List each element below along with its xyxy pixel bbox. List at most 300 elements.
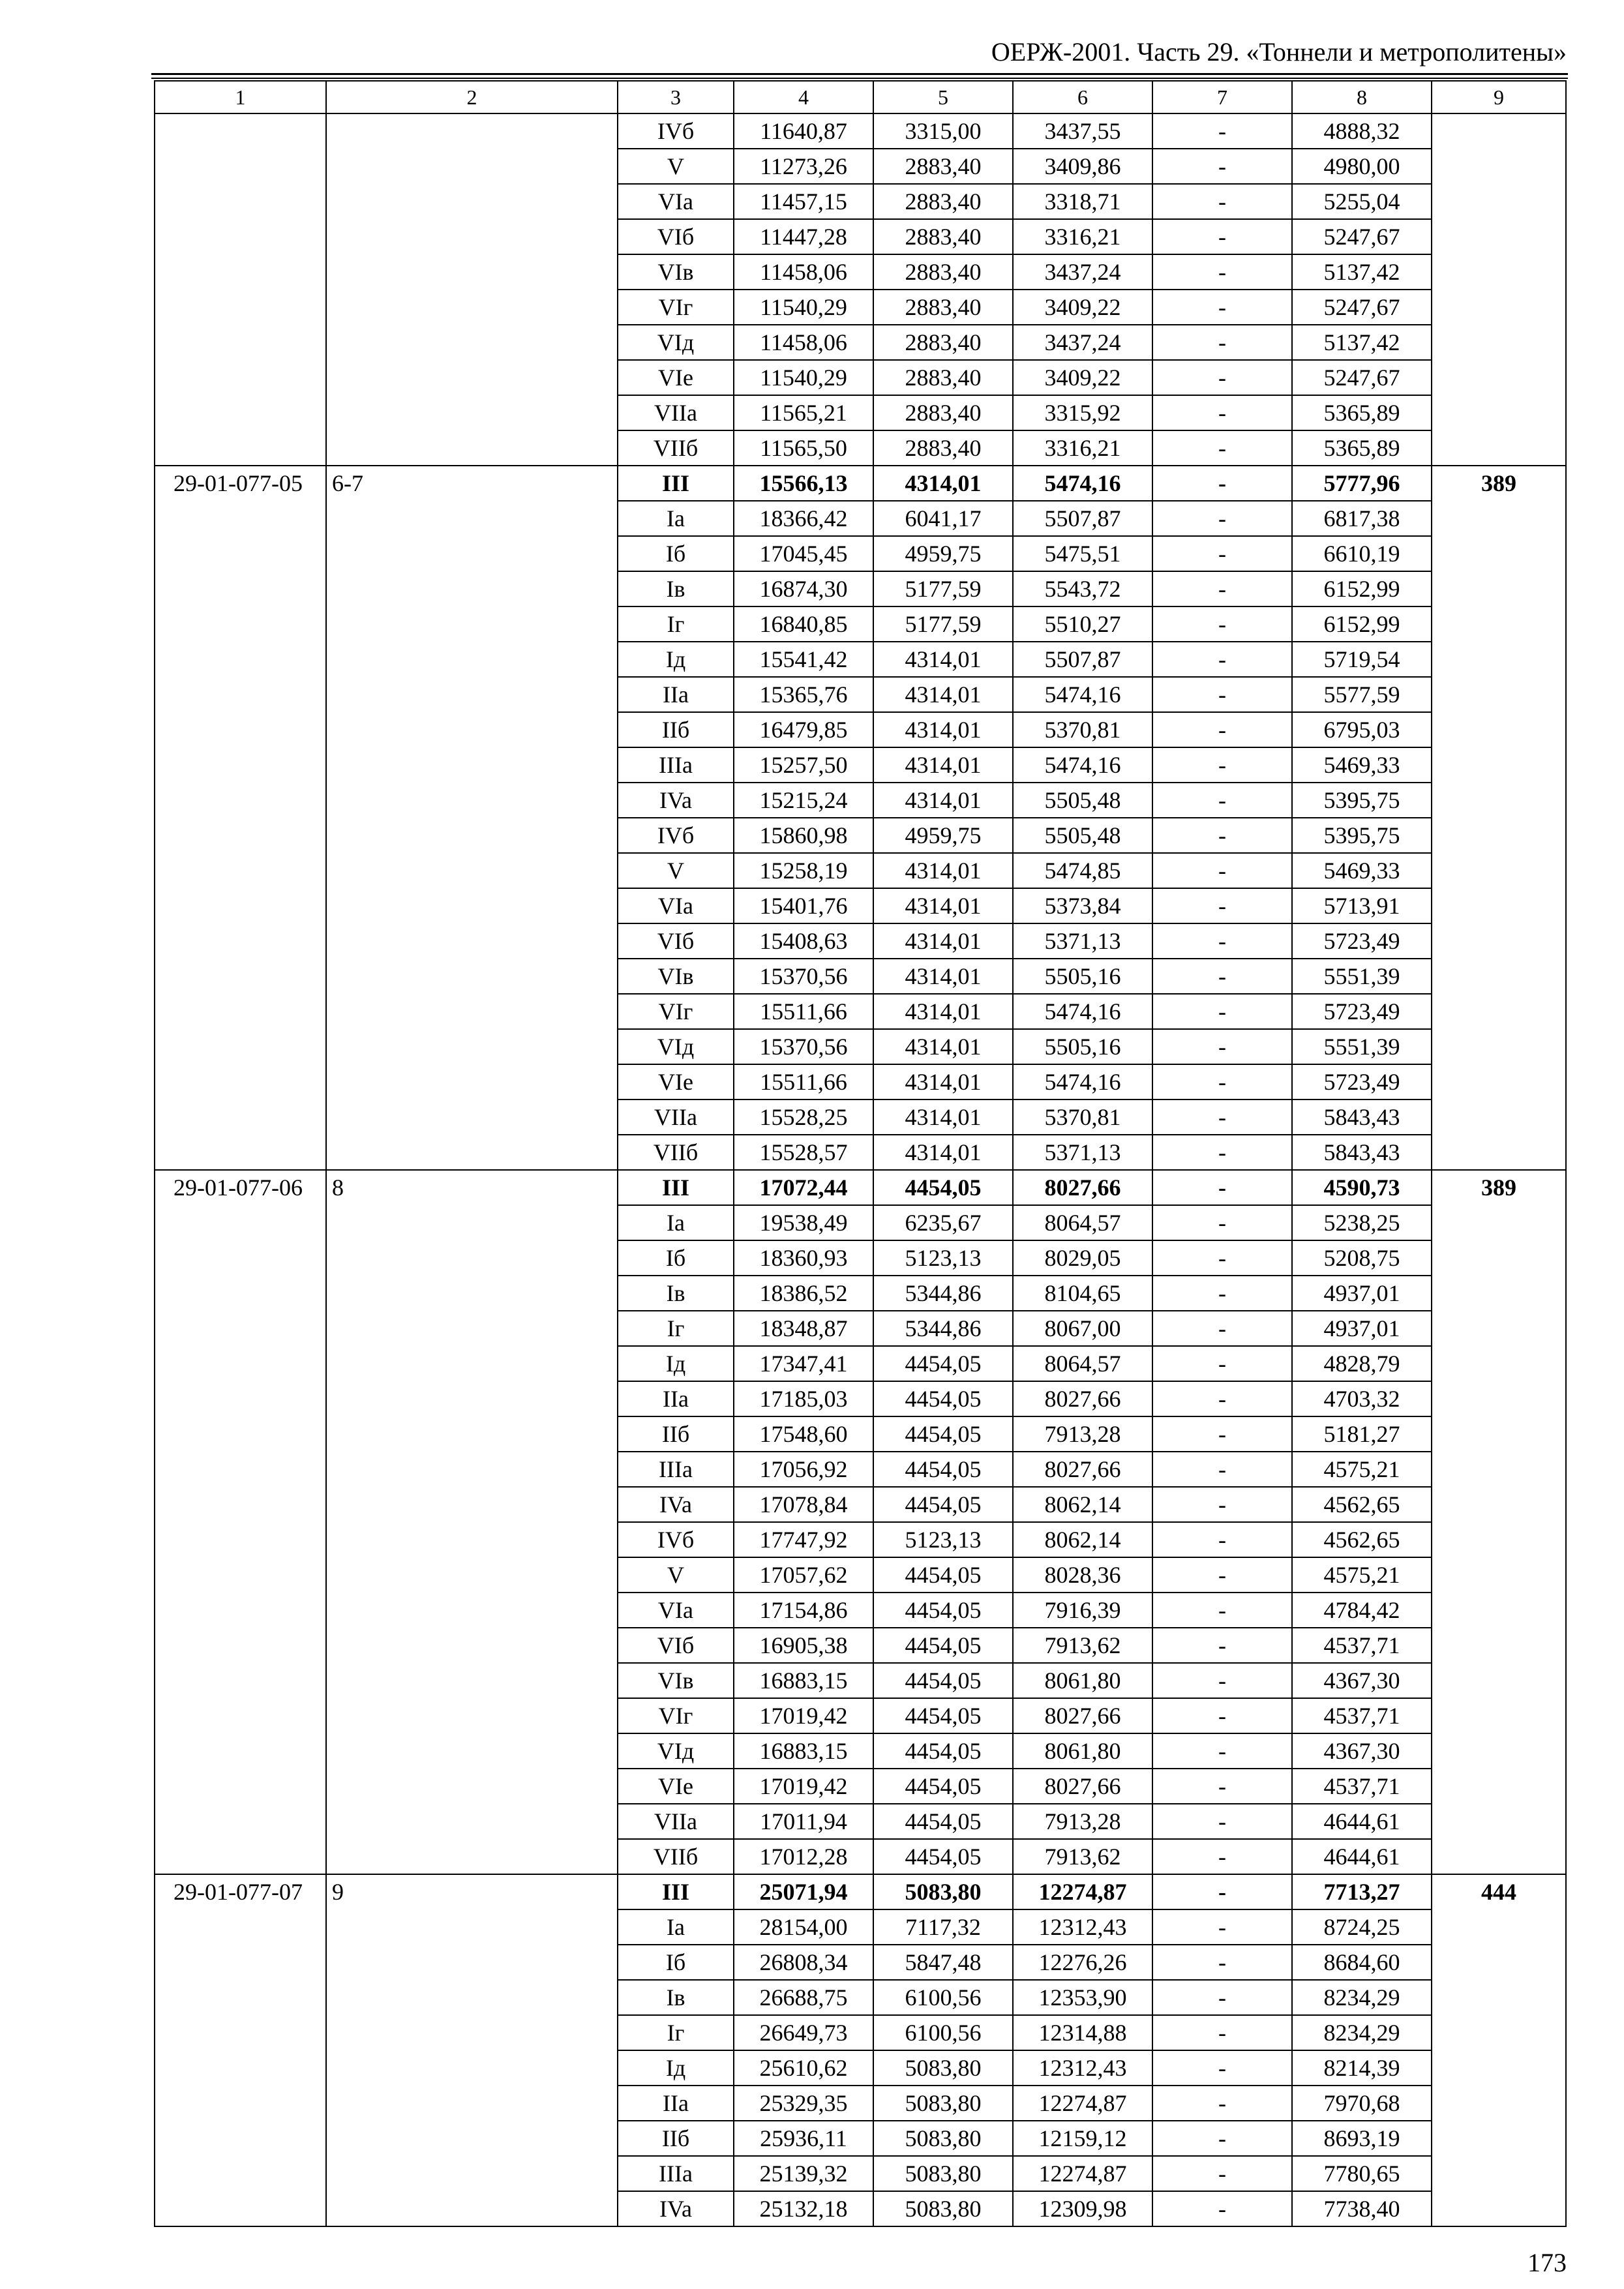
- value-cell: 8061,80: [1013, 1663, 1152, 1698]
- column-number-cell: 4: [734, 81, 873, 113]
- value-cell: -: [1152, 2015, 1292, 2050]
- value-cell: 4314,01: [873, 853, 1013, 888]
- zone-cell: Ia: [618, 1909, 734, 1945]
- rate-code-cell: [155, 113, 326, 466]
- value-cell: 16840,85: [734, 606, 873, 642]
- value-cell: 6152,99: [1292, 571, 1432, 606]
- value-cell: 25610,62: [734, 2050, 873, 2086]
- value-cell: -: [1152, 1769, 1292, 1804]
- value-cell: 16874,30: [734, 571, 873, 606]
- zone-cell: IIб: [618, 1416, 734, 1452]
- value-cell: 12309,98: [1013, 2191, 1152, 2226]
- value-cell: 17057,62: [734, 1557, 873, 1593]
- zone-cell: VIг: [618, 994, 734, 1029]
- zone-cell: IIб: [618, 712, 734, 747]
- value-cell: -: [1152, 1170, 1292, 1205]
- value-cell: 11640,87: [734, 113, 873, 149]
- header-rule: [151, 78, 1568, 79]
- value-cell: -: [1152, 888, 1292, 923]
- value-cell: -: [1152, 571, 1292, 606]
- value-cell: 5208,75: [1292, 1240, 1432, 1276]
- value-cell: 5083,80: [873, 2156, 1013, 2191]
- zone-cell: VIб: [618, 923, 734, 959]
- value-cell: -: [1152, 430, 1292, 466]
- value-cell: 5843,43: [1292, 1135, 1432, 1170]
- table-row: [155, 1170, 1566, 1205]
- value-cell: 5843,43: [1292, 1100, 1432, 1135]
- value-cell: 25936,11: [734, 2121, 873, 2156]
- value-cell: 4314,01: [873, 747, 1013, 783]
- zone-cell: IIIa: [618, 2156, 734, 2191]
- page-header-title: ОЕРЖ-2001. Часть 29. «Тоннели и метрополитены»: [991, 37, 1567, 67]
- zone-cell: VIIб: [618, 430, 734, 466]
- value-cell: -: [1152, 1381, 1292, 1416]
- zone-cell: Iв: [618, 1980, 734, 2015]
- value-cell: -: [1152, 113, 1292, 149]
- value-cell: 8067,00: [1013, 1311, 1152, 1346]
- value-cell: 7738,40: [1292, 2191, 1432, 2226]
- value-cell: -: [1152, 1311, 1292, 1346]
- value-cell: 4937,01: [1292, 1311, 1432, 1346]
- value-cell: 7780,65: [1292, 2156, 1432, 2191]
- zone-cell: Iд: [618, 2050, 734, 2086]
- value-cell: 15215,24: [734, 783, 873, 818]
- zone-cell: VIIa: [618, 1100, 734, 1135]
- value-cell: 15365,76: [734, 677, 873, 712]
- rates-table: [154, 80, 1567, 2227]
- value-cell: 5137,42: [1292, 254, 1432, 290]
- zone-cell: Iв: [618, 571, 734, 606]
- value-cell: -: [1152, 1029, 1292, 1064]
- value-cell: 12274,87: [1013, 2156, 1152, 2191]
- value-cell: -: [1152, 149, 1292, 184]
- value-cell: 6152,99: [1292, 606, 1432, 642]
- value-cell: 7913,62: [1013, 1839, 1152, 1874]
- column-number-cell: 8: [1292, 81, 1432, 113]
- value-cell: 5469,33: [1292, 853, 1432, 888]
- value-cell: -: [1152, 501, 1292, 536]
- value-cell: 5474,85: [1013, 853, 1152, 888]
- value-cell: 15528,25: [734, 1100, 873, 1135]
- value-cell: -: [1152, 2191, 1292, 2226]
- value-cell: -: [1152, 853, 1292, 888]
- value-cell: 5083,80: [873, 2086, 1013, 2121]
- value-cell: 3316,21: [1013, 430, 1152, 466]
- zone-cell: VIe: [618, 1769, 734, 1804]
- zone-cell: VIб: [618, 1628, 734, 1663]
- value-cell: 7913,28: [1013, 1804, 1152, 1839]
- value-cell: 5247,67: [1292, 219, 1432, 254]
- value-cell: 5177,59: [873, 606, 1013, 642]
- zone-cell: IVб: [618, 1522, 734, 1557]
- value-cell: 3437,55: [1013, 113, 1152, 149]
- value-cell: 5723,49: [1292, 923, 1432, 959]
- value-cell: 26688,75: [734, 1980, 873, 2015]
- value-cell: 4980,00: [1292, 149, 1432, 184]
- value-cell: 4644,61: [1292, 1839, 1432, 1874]
- rate-code-cell: 29-01-077-05: [155, 466, 326, 1170]
- value-cell: 5371,13: [1013, 1135, 1152, 1170]
- value-cell: 7913,62: [1013, 1628, 1152, 1663]
- total-cell: [1432, 113, 1566, 466]
- value-cell: 5474,16: [1013, 747, 1152, 783]
- value-cell: 6100,56: [873, 1980, 1013, 2015]
- value-cell: -: [1152, 1557, 1292, 1593]
- value-cell: 5395,75: [1292, 783, 1432, 818]
- value-cell: -: [1152, 1980, 1292, 2015]
- value-cell: 12312,43: [1013, 1909, 1152, 1945]
- value-cell: 4784,42: [1292, 1593, 1432, 1628]
- value-cell: 4537,71: [1292, 1769, 1432, 1804]
- zone-cell: IVa: [618, 783, 734, 818]
- zone-cell: Iг: [618, 606, 734, 642]
- value-cell: 4537,71: [1292, 1698, 1432, 1733]
- value-cell: 7117,32: [873, 1909, 1013, 1945]
- zone-cell: Iб: [618, 1240, 734, 1276]
- value-cell: 11273,26: [734, 149, 873, 184]
- value-cell: 4454,05: [873, 1557, 1013, 1593]
- zone-cell: VIб: [618, 219, 734, 254]
- zone-cell: VIe: [618, 360, 734, 395]
- value-cell: 15528,57: [734, 1135, 873, 1170]
- value-cell: 15511,66: [734, 994, 873, 1029]
- zone-cell: VIв: [618, 254, 734, 290]
- value-cell: 3409,22: [1013, 290, 1152, 325]
- value-cell: -: [1152, 1346, 1292, 1381]
- zone-cell: III: [618, 466, 734, 501]
- value-cell: 2883,40: [873, 149, 1013, 184]
- column-number-cell: 3: [618, 81, 734, 113]
- value-cell: 7970,68: [1292, 2086, 1432, 2121]
- value-cell: 11540,29: [734, 360, 873, 395]
- value-cell: 11457,15: [734, 184, 873, 219]
- value-cell: 25329,35: [734, 2086, 873, 2121]
- value-cell: 11447,28: [734, 219, 873, 254]
- value-cell: 5370,81: [1013, 1100, 1152, 1135]
- value-cell: -: [1152, 1276, 1292, 1311]
- value-cell: 3409,22: [1013, 360, 1152, 395]
- value-cell: -: [1152, 1135, 1292, 1170]
- zone-cell: VIIa: [618, 395, 734, 430]
- zone-cell: Iд: [618, 1346, 734, 1381]
- value-cell: 11565,50: [734, 430, 873, 466]
- value-cell: 15511,66: [734, 1064, 873, 1100]
- value-cell: 8027,66: [1013, 1769, 1152, 1804]
- value-cell: 11565,21: [734, 395, 873, 430]
- value-cell: 4314,01: [873, 1029, 1013, 1064]
- value-cell: -: [1152, 1628, 1292, 1663]
- value-cell: 4314,01: [873, 1135, 1013, 1170]
- value-cell: 5474,16: [1013, 466, 1152, 501]
- value-cell: 12353,90: [1013, 1980, 1152, 2015]
- value-cell: 4314,01: [873, 1064, 1013, 1100]
- value-cell: 4454,05: [873, 1452, 1013, 1487]
- column-number-cell: 2: [326, 81, 618, 113]
- value-cell: 26649,73: [734, 2015, 873, 2050]
- value-cell: 4314,01: [873, 466, 1013, 501]
- zone-cell: V: [618, 853, 734, 888]
- value-cell: -: [1152, 1698, 1292, 1733]
- value-cell: 4959,75: [873, 536, 1013, 571]
- value-cell: 4888,32: [1292, 113, 1432, 149]
- value-cell: 5083,80: [873, 2050, 1013, 2086]
- column-number-cell: 7: [1152, 81, 1292, 113]
- value-cell: 2883,40: [873, 290, 1013, 325]
- zone-cell: V: [618, 1557, 734, 1593]
- zone-cell: Iг: [618, 2015, 734, 2050]
- zone-cell: III: [618, 1170, 734, 1205]
- value-cell: 4562,65: [1292, 1522, 1432, 1557]
- value-cell: 5373,84: [1013, 888, 1152, 923]
- value-cell: -: [1152, 1663, 1292, 1698]
- value-cell: 4644,61: [1292, 1804, 1432, 1839]
- value-cell: 3315,00: [873, 113, 1013, 149]
- group-number-cell: 6-7: [326, 466, 618, 1170]
- value-cell: 16905,38: [734, 1628, 873, 1663]
- value-cell: 8724,25: [1292, 1909, 1432, 1945]
- value-cell: 18386,52: [734, 1276, 873, 1311]
- value-cell: 8027,66: [1013, 1381, 1152, 1416]
- group-number-cell: 9: [326, 1874, 618, 2226]
- value-cell: -: [1152, 360, 1292, 395]
- value-cell: 5543,72: [1013, 571, 1152, 606]
- value-cell: 7913,28: [1013, 1416, 1152, 1452]
- value-cell: -: [1152, 783, 1292, 818]
- value-cell: 17185,03: [734, 1381, 873, 1416]
- value-cell: 5137,42: [1292, 325, 1432, 360]
- value-cell: 17347,41: [734, 1346, 873, 1381]
- value-cell: 5474,16: [1013, 677, 1152, 712]
- value-cell: 4454,05: [873, 1381, 1013, 1416]
- value-cell: 16883,15: [734, 1663, 873, 1698]
- zone-cell: VIIб: [618, 1135, 734, 1170]
- value-cell: 5247,67: [1292, 360, 1432, 395]
- value-cell: 6610,19: [1292, 536, 1432, 571]
- value-cell: 17045,45: [734, 536, 873, 571]
- value-cell: 5719,54: [1292, 642, 1432, 677]
- zone-cell: V: [618, 149, 734, 184]
- group-number-cell: [326, 113, 618, 466]
- value-cell: 12314,88: [1013, 2015, 1152, 2050]
- total-cell: 389: [1432, 466, 1566, 1170]
- value-cell: -: [1152, 1522, 1292, 1557]
- value-cell: 8693,19: [1292, 2121, 1432, 2156]
- value-cell: 5469,33: [1292, 747, 1432, 783]
- value-cell: 15258,19: [734, 853, 873, 888]
- value-cell: 8062,14: [1013, 1487, 1152, 1522]
- value-cell: 18348,87: [734, 1311, 873, 1346]
- value-cell: 4454,05: [873, 1733, 1013, 1769]
- value-cell: 6235,67: [873, 1205, 1013, 1240]
- value-cell: 8029,05: [1013, 1240, 1152, 1276]
- value-cell: 15566,13: [734, 466, 873, 501]
- zone-cell: Iг: [618, 1311, 734, 1346]
- value-cell: -: [1152, 466, 1292, 501]
- page-number: 173: [1527, 2248, 1567, 2277]
- zone-cell: IVб: [618, 818, 734, 853]
- value-cell: -: [1152, 994, 1292, 1029]
- value-cell: 4937,01: [1292, 1276, 1432, 1311]
- value-cell: -: [1152, 923, 1292, 959]
- value-cell: 4454,05: [873, 1487, 1013, 1522]
- zone-cell: VIд: [618, 325, 734, 360]
- zone-cell: III: [618, 1874, 734, 1909]
- value-cell: 5123,13: [873, 1522, 1013, 1557]
- value-cell: -: [1152, 2086, 1292, 2121]
- value-cell: -: [1152, 1416, 1292, 1452]
- value-cell: 11540,29: [734, 290, 873, 325]
- value-cell: 3437,24: [1013, 325, 1152, 360]
- value-cell: 16479,85: [734, 712, 873, 747]
- value-cell: 15257,50: [734, 747, 873, 783]
- value-cell: 5181,27: [1292, 1416, 1432, 1452]
- value-cell: 2883,40: [873, 325, 1013, 360]
- value-cell: 2883,40: [873, 395, 1013, 430]
- value-cell: 11458,06: [734, 254, 873, 290]
- value-cell: 17078,84: [734, 1487, 873, 1522]
- value-cell: 5083,80: [873, 1874, 1013, 1909]
- value-cell: 4537,71: [1292, 1628, 1432, 1663]
- value-cell: 4454,05: [873, 1698, 1013, 1733]
- value-cell: 5123,13: [873, 1240, 1013, 1276]
- value-cell: 2883,40: [873, 430, 1013, 466]
- value-cell: 15541,42: [734, 642, 873, 677]
- value-cell: 2883,40: [873, 360, 1013, 395]
- rate-code-cell: 29-01-077-06: [155, 1170, 326, 1874]
- value-cell: 8027,66: [1013, 1170, 1152, 1205]
- value-cell: 4314,01: [873, 642, 1013, 677]
- value-cell: 15370,56: [734, 959, 873, 994]
- value-cell: 4575,21: [1292, 1557, 1432, 1593]
- zone-cell: VIa: [618, 1593, 734, 1628]
- value-cell: 28154,00: [734, 1909, 873, 1945]
- zone-cell: IIa: [618, 2086, 734, 2121]
- value-cell: -: [1152, 1909, 1292, 1945]
- value-cell: 2883,40: [873, 184, 1013, 219]
- value-cell: 17012,28: [734, 1839, 873, 1874]
- value-cell: 15408,63: [734, 923, 873, 959]
- value-cell: 5344,86: [873, 1311, 1013, 1346]
- value-cell: 17747,92: [734, 1522, 873, 1557]
- value-cell: -: [1152, 1100, 1292, 1135]
- value-cell: 5475,51: [1013, 536, 1152, 571]
- value-cell: 4314,01: [873, 677, 1013, 712]
- value-cell: -: [1152, 1733, 1292, 1769]
- zone-cell: Iв: [618, 1276, 734, 1311]
- zone-cell: Ia: [618, 1205, 734, 1240]
- zone-cell: VIIa: [618, 1804, 734, 1839]
- table-body: [155, 113, 1566, 2226]
- value-cell: 8064,57: [1013, 1205, 1152, 1240]
- value-cell: 17072,44: [734, 1170, 873, 1205]
- value-cell: 5365,89: [1292, 395, 1432, 430]
- zone-cell: VIв: [618, 1663, 734, 1698]
- value-cell: 6795,03: [1292, 712, 1432, 747]
- zone-cell: Iб: [618, 536, 734, 571]
- value-cell: 4454,05: [873, 1593, 1013, 1628]
- value-cell: 5777,96: [1292, 466, 1432, 501]
- value-cell: 5238,25: [1292, 1205, 1432, 1240]
- value-cell: 6041,17: [873, 501, 1013, 536]
- zone-cell: IIIa: [618, 1452, 734, 1487]
- value-cell: 4454,05: [873, 1663, 1013, 1698]
- value-cell: 5577,59: [1292, 677, 1432, 712]
- value-cell: 4703,32: [1292, 1381, 1432, 1416]
- zone-cell: IIa: [618, 677, 734, 712]
- zone-cell: Iб: [618, 1945, 734, 1980]
- value-cell: -: [1152, 395, 1292, 430]
- value-cell: 4590,73: [1292, 1170, 1432, 1205]
- value-cell: 5370,81: [1013, 712, 1152, 747]
- value-cell: 12274,87: [1013, 2086, 1152, 2121]
- value-cell: 4959,75: [873, 818, 1013, 853]
- value-cell: 5507,87: [1013, 642, 1152, 677]
- zone-cell: Ia: [618, 501, 734, 536]
- value-cell: 6817,38: [1292, 501, 1432, 536]
- value-cell: 19538,49: [734, 1205, 873, 1240]
- value-cell: -: [1152, 1205, 1292, 1240]
- value-cell: 17011,94: [734, 1804, 873, 1839]
- value-cell: 5247,67: [1292, 290, 1432, 325]
- value-cell: 5505,16: [1013, 1029, 1152, 1064]
- zone-cell: VIд: [618, 1733, 734, 1769]
- value-cell: 5551,39: [1292, 959, 1432, 994]
- value-cell: 7916,39: [1013, 1593, 1152, 1628]
- value-cell: 3437,24: [1013, 254, 1152, 290]
- value-cell: 8062,14: [1013, 1522, 1152, 1557]
- value-cell: 4454,05: [873, 1628, 1013, 1663]
- value-cell: 17019,42: [734, 1698, 873, 1733]
- value-cell: -: [1152, 1874, 1292, 1909]
- column-number-cell: 1: [155, 81, 326, 113]
- value-cell: 5177,59: [873, 571, 1013, 606]
- value-cell: 4367,30: [1292, 1733, 1432, 1769]
- value-cell: -: [1152, 747, 1292, 783]
- value-cell: -: [1152, 2050, 1292, 2086]
- column-number-row: [155, 81, 1566, 113]
- value-cell: -: [1152, 677, 1292, 712]
- value-cell: 3316,21: [1013, 219, 1152, 254]
- value-cell: -: [1152, 2156, 1292, 2191]
- value-cell: 3318,71: [1013, 184, 1152, 219]
- value-cell: 5344,86: [873, 1276, 1013, 1311]
- value-cell: 8027,66: [1013, 1452, 1152, 1487]
- value-cell: 7713,27: [1292, 1874, 1432, 1909]
- value-cell: 4828,79: [1292, 1346, 1432, 1381]
- value-cell: -: [1152, 1487, 1292, 1522]
- zone-cell: VIIб: [618, 1839, 734, 1874]
- value-cell: 16883,15: [734, 1733, 873, 1769]
- table-row: [155, 113, 1566, 149]
- value-cell: 5723,49: [1292, 1064, 1432, 1100]
- zone-cell: VIг: [618, 290, 734, 325]
- value-cell: 5083,80: [873, 2121, 1013, 2156]
- value-cell: 5395,75: [1292, 818, 1432, 853]
- value-cell: -: [1152, 959, 1292, 994]
- value-cell: 5507,87: [1013, 501, 1152, 536]
- value-cell: 11458,06: [734, 325, 873, 360]
- value-cell: 25139,32: [734, 2156, 873, 2191]
- value-cell: 15401,76: [734, 888, 873, 923]
- value-cell: -: [1152, 1839, 1292, 1874]
- value-cell: 8027,66: [1013, 1698, 1152, 1733]
- value-cell: 5505,48: [1013, 783, 1152, 818]
- value-cell: -: [1152, 606, 1292, 642]
- value-cell: 17056,92: [734, 1452, 873, 1487]
- zone-cell: IIIa: [618, 747, 734, 783]
- value-cell: 18366,42: [734, 501, 873, 536]
- value-cell: 12312,43: [1013, 2050, 1152, 2086]
